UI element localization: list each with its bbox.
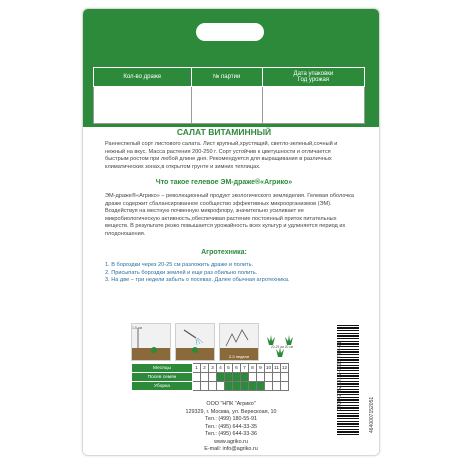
month-cell: 5 [225, 364, 233, 373]
month-cell: 1 [193, 364, 201, 373]
calendar-cell [201, 382, 209, 391]
sow-label: Посев семян [132, 373, 193, 382]
weeks-icon: 2-3 недели [219, 323, 259, 361]
month-cell: 2 [201, 364, 209, 373]
col-batch-header: № партии [191, 68, 262, 87]
month-cell: 11 [274, 365, 279, 371]
calendar-cell [273, 382, 281, 391]
calendar-cell [257, 382, 265, 391]
agro-steps [105, 262, 355, 285]
col-date-header: Дата упаковки Год урожая [262, 68, 364, 87]
calendar-cell [193, 373, 201, 382]
batch-cell [191, 87, 262, 124]
harvest-label: Уборка [132, 382, 193, 391]
company-phone: Тел.: (495) 644-33-35 [204, 423, 258, 430]
product-title: САЛАТ ВИТАМИННЫЙ [176, 127, 272, 137]
col-quantity-header: Кол-во драже [94, 68, 192, 87]
agro-step: 3. На две – три недели забыть о посевах. Далее обычная агротехника. [105, 277, 290, 284]
calendar-cell [225, 382, 233, 391]
calendar-cell [201, 373, 209, 382]
agro-title: Агротехника: [201, 249, 247, 256]
month-cell: 7 [241, 364, 249, 373]
company-address: 129329, г. Москва, ул. Верескоая, 10 [185, 408, 277, 415]
agro-step: 1. В бороздки через 20-25 см разложить драже и полить. [105, 262, 254, 268]
calendar-cell [209, 382, 217, 391]
calendar-cell [233, 373, 241, 382]
calendar-months-row [132, 364, 289, 373]
calendar-cell [217, 382, 225, 391]
calendar-cell [209, 373, 217, 382]
calendar-cell [217, 373, 225, 382]
barcode-number-text: 4640007152051 [369, 396, 375, 433]
calendar-harvest-row [132, 382, 289, 391]
quantity-cell [94, 87, 192, 124]
packet-content [83, 127, 379, 455]
sowing-calendar [131, 363, 289, 391]
seed-packet-back [82, 8, 380, 456]
watering-icon [175, 323, 215, 361]
calendar-cell [193, 382, 201, 391]
month-cell: 10 [265, 365, 272, 371]
calendar-cell [249, 373, 257, 382]
company-phone: Тел.: (499) 180-55-91 [204, 416, 258, 422]
calendar-cell [257, 373, 265, 382]
standard-code-text: СТО 42752231-7-0005 T 04-21 [337, 341, 343, 411]
months-label: Месяцы [132, 364, 193, 373]
agro-step: 2. Присыпать бороздки землей и еще раз обильно полить. [105, 269, 258, 276]
calendar-cell [273, 373, 281, 382]
month-cell: 12 [281, 365, 288, 371]
company-site: www.agriko.ru [214, 438, 248, 445]
calendar-cell [241, 373, 249, 382]
calendar-cell [241, 382, 249, 391]
calendar-cell [281, 373, 289, 382]
ruler-icon: 1,5 см [131, 323, 171, 361]
company-info [83, 401, 379, 454]
date-cell [262, 87, 364, 124]
em-dragee-title: Что такое гелевое ЭМ-драже®«Агрико» [155, 179, 293, 186]
product-description: Раннеспелый сорт листового салата. Лист крупный,хрустящий, светло-зеленый,сочный и нежный на вкус. Масса растения 200-250 г. Сорт устойчив к цветушности и отличается быстрым ростом при любой длине дня. Рекомендуется для выращивания в различных климатических зонах,в открытом грунте и зимних теплицах. [105, 141, 338, 170]
company-phone: Тел.: (495) 644-33-36 [204, 431, 258, 437]
month-cell: 4 [217, 364, 225, 373]
batch-info-table [93, 67, 365, 124]
company-email: E-mail: info@agriko.ru [204, 446, 258, 452]
calendar-cell [281, 382, 289, 391]
em-dragee-text: ЭМ-драже®«Агрико» – революционный продукт экологического земледелия. Гелевая оболочка драже содержит сбалансированное сообщество эффективных микроорганизмов (ЭМ). Воздействуя на местную почвенную микрофлору, значительно усиливает ее микробиологическую активность,обеспечивая растение постоянный приток питательных веществ. В результате резко повышается урожайность всех культур и удлиняется период их плодоношения. [105, 193, 354, 237]
month-cell: 9 [257, 364, 265, 373]
month-cell: 6 [233, 364, 241, 373]
calendar-cell [265, 382, 273, 391]
month-cell: 3 [209, 364, 217, 373]
calendar-cell [265, 373, 273, 382]
calendar-sow-row [132, 373, 289, 382]
seedlings-icon: 20-25 см 20 см [263, 323, 301, 359]
hang-hole [196, 23, 264, 41]
company-name: ООО "НПК "Агрико" [206, 401, 256, 407]
calendar-cell [249, 382, 257, 391]
calendar-cell [225, 373, 233, 382]
agro-icons [131, 323, 331, 363]
month-cell: 8 [249, 364, 257, 373]
calendar-cell [233, 382, 241, 391]
